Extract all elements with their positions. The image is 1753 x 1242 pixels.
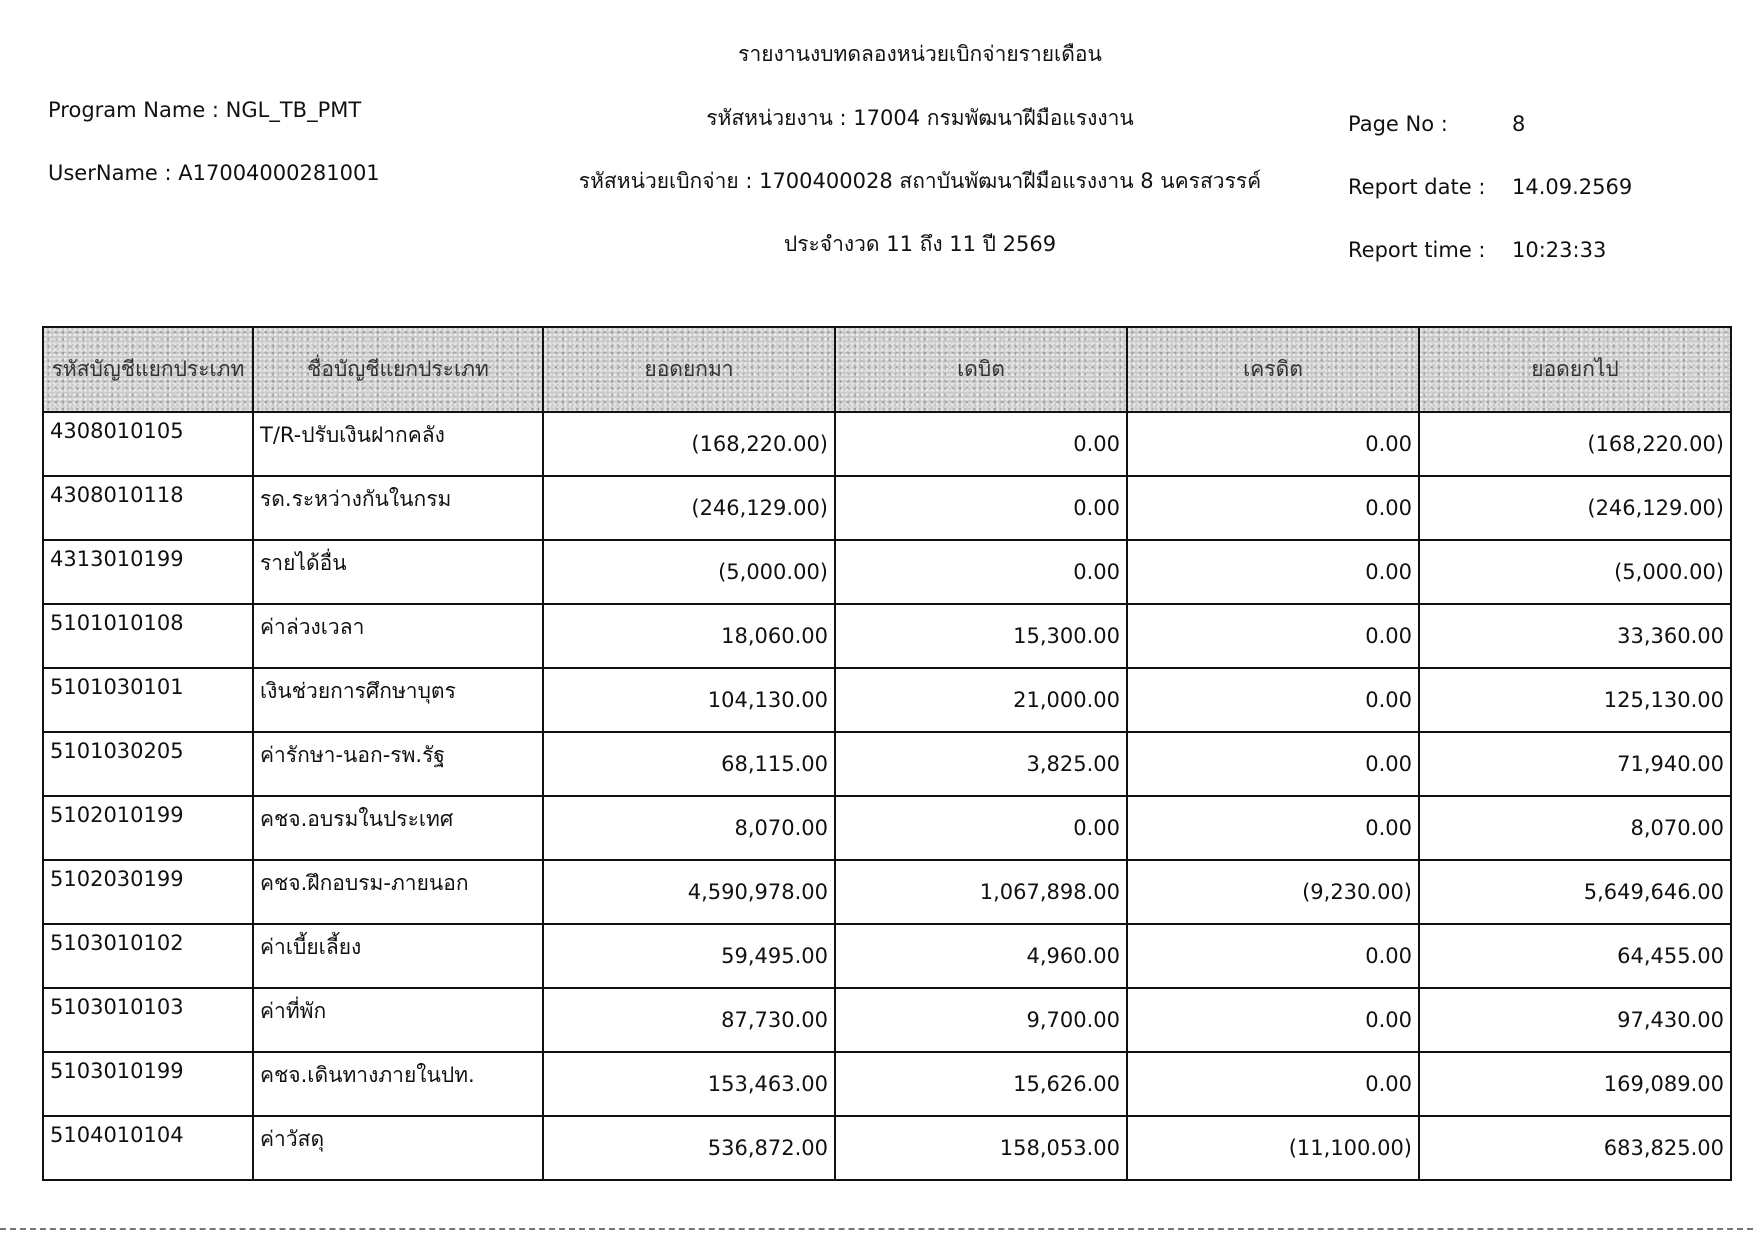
brought-forward-cell: 104,130.00 xyxy=(543,668,835,732)
brought-forward-cell: 59,495.00 xyxy=(543,924,835,988)
table-row xyxy=(43,412,1731,476)
account-name-cell: ค่าที่พัก xyxy=(253,988,543,1052)
table-row xyxy=(43,476,1731,540)
account-name-cell: รด.ระหว่างกันในกรม xyxy=(253,476,543,540)
account-code-cell: 5102030199 xyxy=(43,860,253,924)
credit-cell: 0.00 xyxy=(1127,604,1419,668)
account-name-cell: รายได้อื่น xyxy=(253,540,543,604)
credit-cell: 0.00 xyxy=(1127,796,1419,860)
brought-forward-cell: 18,060.00 xyxy=(543,604,835,668)
page-no-label: Page No : xyxy=(1348,112,1448,136)
table-body xyxy=(43,412,1731,1180)
brought-forward-cell: 68,115.00 xyxy=(543,732,835,796)
account-code-cell: 4308010118 xyxy=(43,476,253,540)
debit-cell: 0.00 xyxy=(835,412,1127,476)
user-name: UserName : A17004000281001 xyxy=(48,161,380,185)
credit-cell: 0.00 xyxy=(1127,732,1419,796)
carried-forward-cell: 125,130.00 xyxy=(1419,668,1731,732)
report-title: รายงานงบทดลองหน่วยเบิกจ่ายรายเดือน xyxy=(738,42,1102,66)
disbursement-unit: รหัสหน่วยเบิกจ่าย : 1700400028 สถาบันพัฒนาฝีมือแรงงาน 8 นครสวรรค์ xyxy=(578,169,1262,193)
carried-forward-cell: 64,455.00 xyxy=(1419,924,1731,988)
report-time-value: 10:23:33 xyxy=(1512,238,1607,262)
report-period: ประจำงวด 11 ถึง 11 ปี 2569 xyxy=(783,232,1057,256)
account-code-cell: 5101030101 xyxy=(43,668,253,732)
table-row xyxy=(43,924,1731,988)
credit-cell: (9,230.00) xyxy=(1127,860,1419,924)
account-name-cell: ค่ารักษา-นอก-รพ.รัฐ xyxy=(253,732,543,796)
debit-cell: 3,825.00 xyxy=(835,732,1127,796)
column-header-credit: เครดิต xyxy=(1127,327,1419,412)
column-header-debit: เดบิต xyxy=(835,327,1127,412)
account-code-cell: 5101010108 xyxy=(43,604,253,668)
carried-forward-cell: 97,430.00 xyxy=(1419,988,1731,1052)
carried-forward-cell: (246,129.00) xyxy=(1419,476,1731,540)
brought-forward-cell: (168,220.00) xyxy=(543,412,835,476)
account-code-cell: 5101030205 xyxy=(43,732,253,796)
brought-forward-cell: 153,463.00 xyxy=(543,1052,835,1116)
table-row xyxy=(43,668,1731,732)
program-name: Program Name : NGL_TB_PMT xyxy=(48,98,362,122)
account-code-cell: 5103010103 xyxy=(43,988,253,1052)
column-header-brought-forward: ยอดยกมา xyxy=(543,327,835,412)
brought-forward-cell: (246,129.00) xyxy=(543,476,835,540)
table-row xyxy=(43,988,1731,1052)
account-name-cell: ค่าวัสดุ xyxy=(253,1116,543,1180)
table-row xyxy=(43,860,1731,924)
column-header-account-code: รหัสบัญชีแยกประเภท xyxy=(43,327,253,412)
credit-cell: 0.00 xyxy=(1127,668,1419,732)
carried-forward-cell: 8,070.00 xyxy=(1419,796,1731,860)
brought-forward-cell: (5,000.00) xyxy=(543,540,835,604)
brought-forward-cell: 87,730.00 xyxy=(543,988,835,1052)
report-time-label: Report time : xyxy=(1348,238,1486,262)
carried-forward-cell: (168,220.00) xyxy=(1419,412,1731,476)
credit-cell: 0.00 xyxy=(1127,540,1419,604)
credit-cell: 0.00 xyxy=(1127,412,1419,476)
report-date-value: 14.09.2569 xyxy=(1512,175,1633,199)
table-row xyxy=(43,540,1731,604)
credit-cell: 0.00 xyxy=(1127,988,1419,1052)
credit-cell: (11,100.00) xyxy=(1127,1116,1419,1180)
credit-cell: 0.00 xyxy=(1127,1052,1419,1116)
debit-cell: 158,053.00 xyxy=(835,1116,1127,1180)
carried-forward-cell: 5,649,646.00 xyxy=(1419,860,1731,924)
debit-cell: 0.00 xyxy=(835,540,1127,604)
debit-cell: 0.00 xyxy=(835,796,1127,860)
carried-forward-cell: 33,360.00 xyxy=(1419,604,1731,668)
brought-forward-cell: 536,872.00 xyxy=(543,1116,835,1180)
carried-forward-cell: 71,940.00 xyxy=(1419,732,1731,796)
account-code-cell: 5103010199 xyxy=(43,1052,253,1116)
table-row xyxy=(43,1052,1731,1116)
agency-code: รหัสหน่วยงาน : 17004 กรมพัฒนาฝีมือแรงงาน xyxy=(706,106,1134,130)
account-code-cell: 5104010104 xyxy=(43,1116,253,1180)
debit-cell: 9,700.00 xyxy=(835,988,1127,1052)
debit-cell: 1,067,898.00 xyxy=(835,860,1127,924)
column-header-carried-forward: ยอดยกไป xyxy=(1419,327,1731,412)
account-name-cell: เงินช่วยการศึกษาบุตร xyxy=(253,668,543,732)
brought-forward-cell: 8,070.00 xyxy=(543,796,835,860)
carried-forward-cell: (5,000.00) xyxy=(1419,540,1731,604)
account-name-cell: T/R-ปรับเงินฝากคลัง xyxy=(253,412,543,476)
credit-cell: 0.00 xyxy=(1127,476,1419,540)
table-row xyxy=(43,732,1731,796)
debit-cell: 15,300.00 xyxy=(835,604,1127,668)
account-name-cell: คชจ.อบรมในประเทศ xyxy=(253,796,543,860)
debit-cell: 0.00 xyxy=(835,476,1127,540)
trial-balance-table xyxy=(42,326,1732,1181)
table-row xyxy=(43,604,1731,668)
debit-cell: 4,960.00 xyxy=(835,924,1127,988)
account-code-cell: 5103010102 xyxy=(43,924,253,988)
table-header xyxy=(43,327,1731,412)
table-row xyxy=(43,1116,1731,1180)
credit-cell: 0.00 xyxy=(1127,924,1419,988)
account-name-cell: ค่าล่วงเวลา xyxy=(253,604,543,668)
debit-cell: 15,626.00 xyxy=(835,1052,1127,1116)
table-row xyxy=(43,796,1731,860)
account-code-cell: 4308010105 xyxy=(43,412,253,476)
page-no-value: 8 xyxy=(1512,112,1526,136)
footer-divider xyxy=(0,1228,1753,1230)
debit-cell: 21,000.00 xyxy=(835,668,1127,732)
column-header-account-name: ชื่อบัญชีแยกประเภท xyxy=(253,327,543,412)
report-date-label: Report date : xyxy=(1348,175,1486,199)
account-code-cell: 5102010199 xyxy=(43,796,253,860)
carried-forward-cell: 683,825.00 xyxy=(1419,1116,1731,1180)
brought-forward-cell: 4,590,978.00 xyxy=(543,860,835,924)
account-name-cell: ค่าเบี้ยเลี้ยง xyxy=(253,924,543,988)
account-name-cell: คชจ.ฝึกอบรม-ภายนอก xyxy=(253,860,543,924)
account-name-cell: คชจ.เดินทางภายในปท. xyxy=(253,1052,543,1116)
carried-forward-cell: 169,089.00 xyxy=(1419,1052,1731,1116)
account-code-cell: 4313010199 xyxy=(43,540,253,604)
